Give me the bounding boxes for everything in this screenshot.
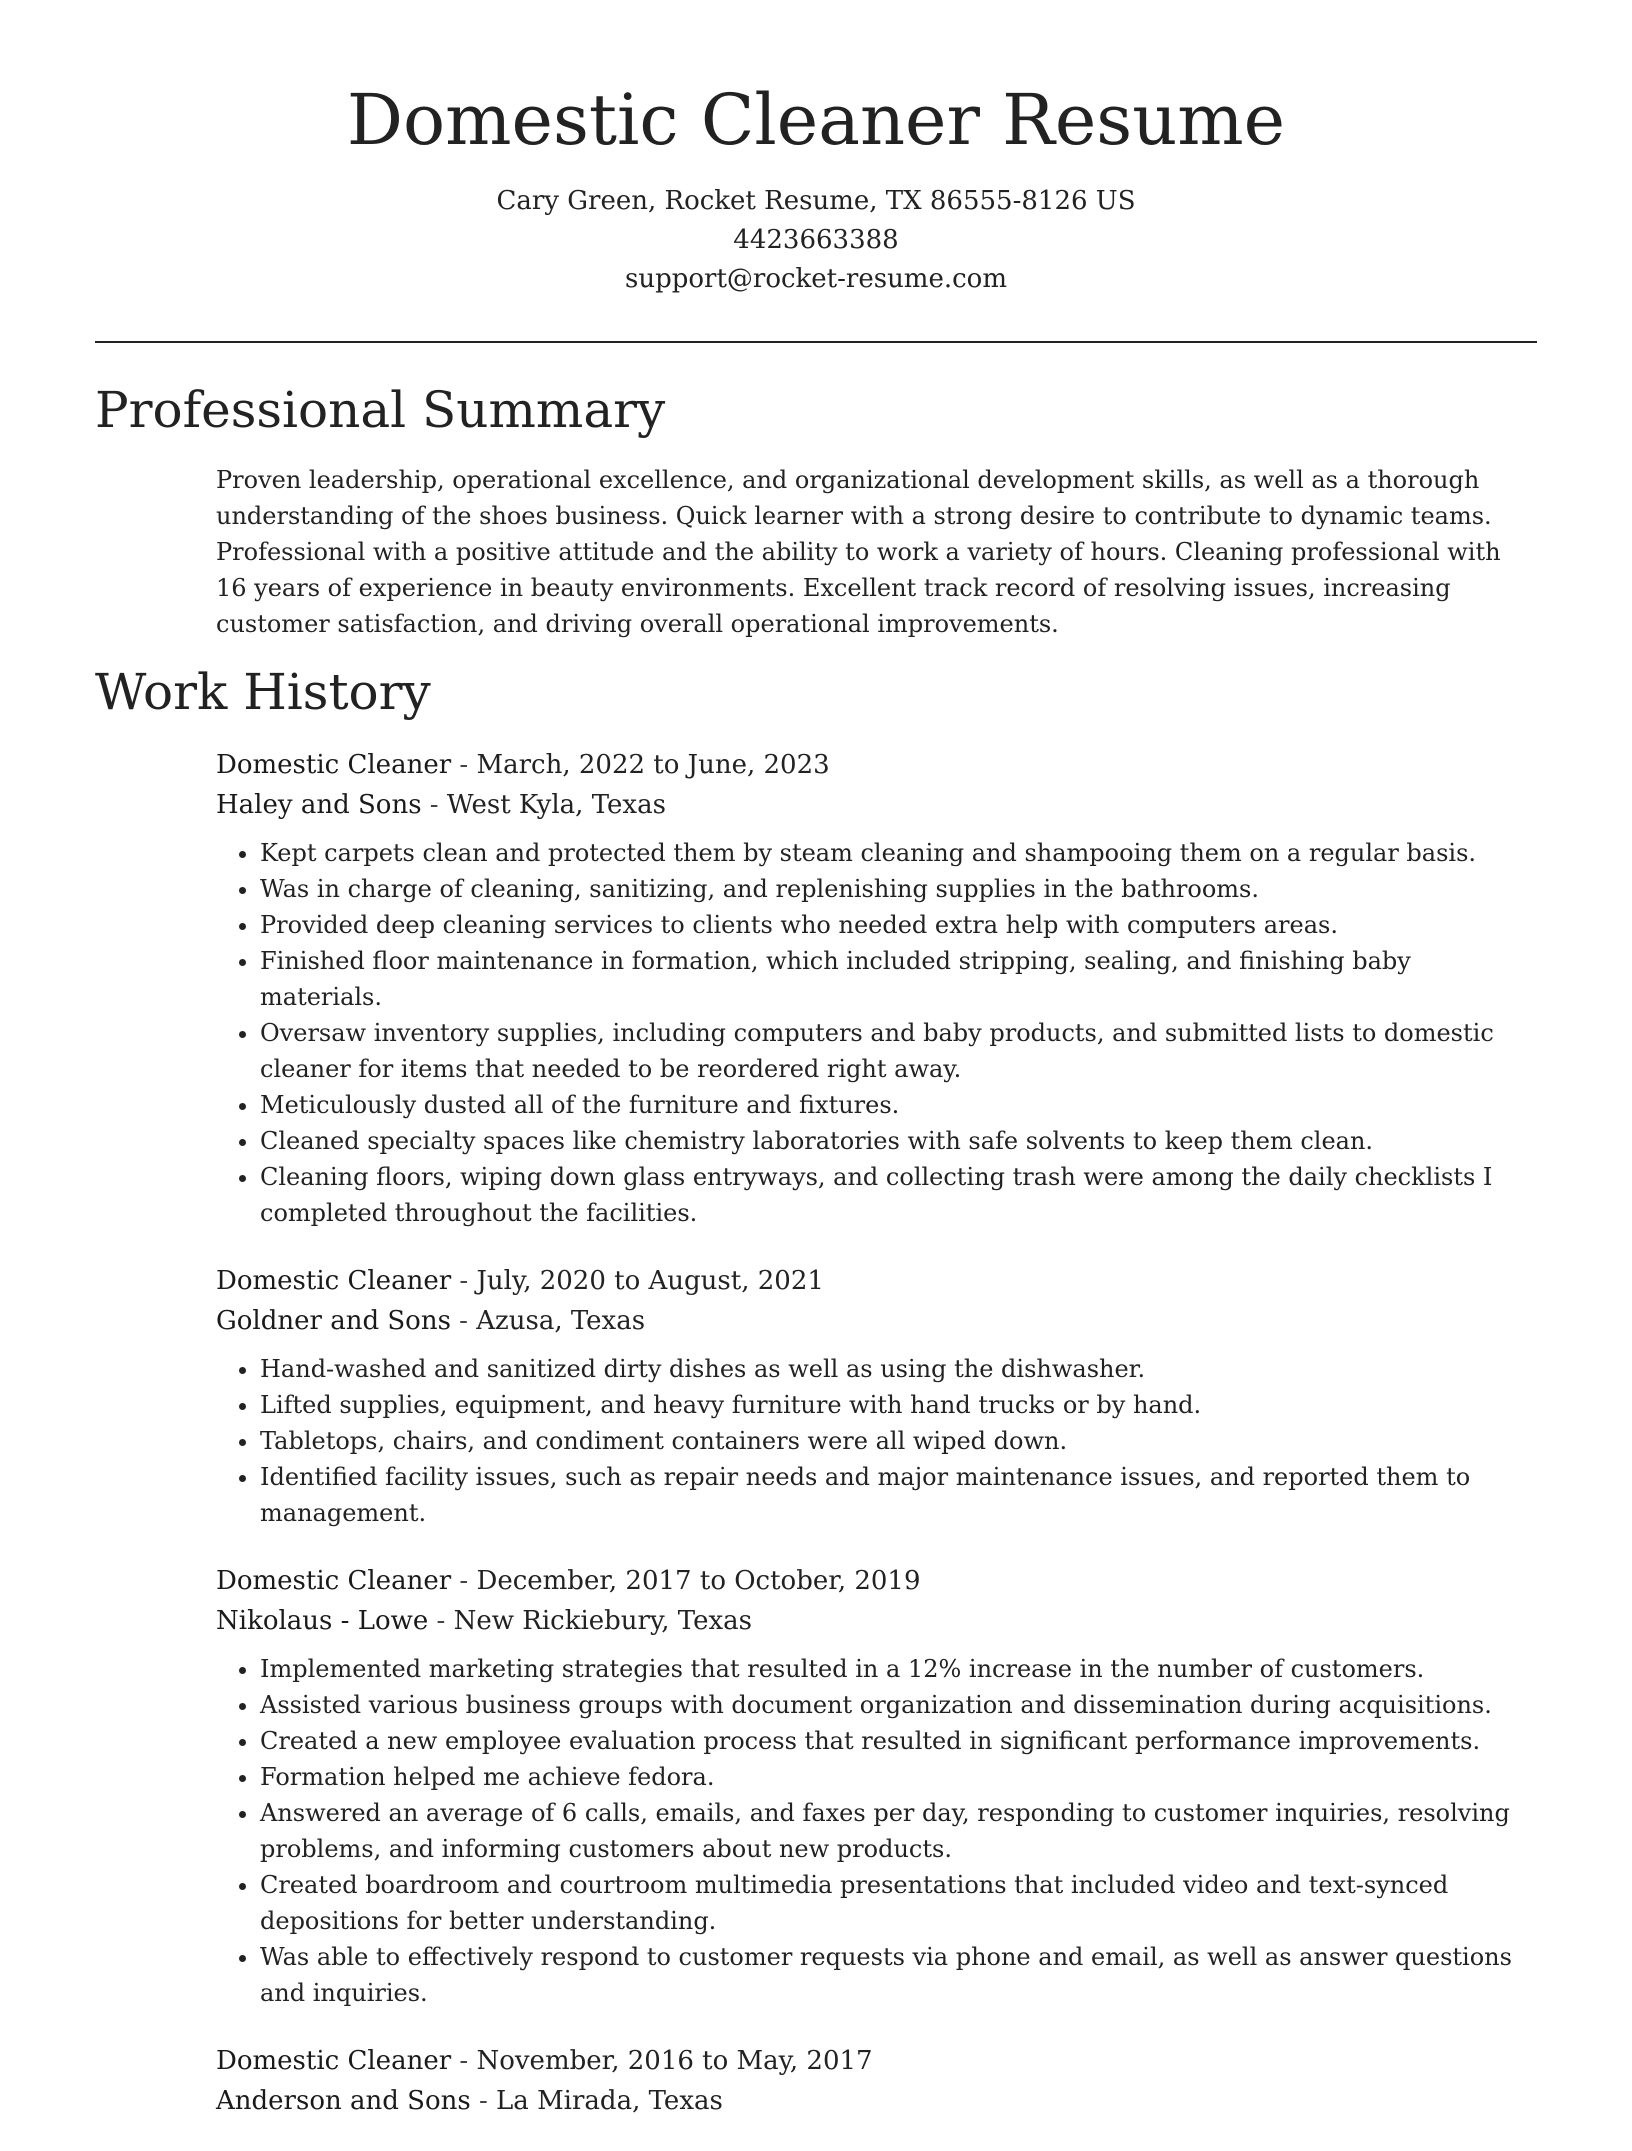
job-location: La Mirada, Texas (496, 2086, 723, 2116)
job-company: Goldner and Sons (216, 1306, 451, 1336)
job-title: Domestic Cleaner (216, 750, 452, 780)
work-history-heading: Work History (95, 663, 431, 721)
job-duty-item: • Created boardroom and courtroom multimedia presentations that included video and text-synced depositions for better understanding. (260, 1867, 1532, 1939)
job-duty-item: • Assisted various business groups with document organization and dissemination during acquisitions. (260, 1687, 1532, 1723)
job-dates: July, 2020 to August, 2021 (476, 1266, 824, 1296)
contact-block (95, 182, 1537, 299)
summary-heading: Professional Summary (95, 381, 666, 439)
job-separator: - (428, 1606, 454, 1636)
header-divider (95, 341, 1537, 343)
job-entry (216, 2041, 1532, 2121)
job-title-line (216, 1261, 1532, 1301)
job-separator: - (421, 790, 447, 820)
job-duty-item: • Identified facility issues, such as repair needs and major maintenance issues, and reported them to management. (260, 1459, 1532, 1531)
job-company: Nikolaus - Lowe (216, 1606, 429, 1636)
job-dates: November, 2016 to May, 2017 (476, 2046, 873, 2076)
job-entry (216, 1561, 1532, 2011)
job-company-line (216, 785, 1532, 825)
work-history-list (216, 745, 1532, 2151)
job-dates: December, 2017 to October, 2019 (476, 1566, 921, 1596)
job-duty-item: • Tabletops, chairs, and condiment containers were all wiped down. (260, 1423, 1532, 1459)
resume-header (95, 78, 1537, 299)
summary-text: Proven leadership, operational excellence, and organizational development skills, as well as a thorough understanding of the shoes business. Quick learner with a strong desire to contribute to dynamic teams. Professional with a positive attitude and the ability to work a variety of hours. Cleaning professional with 16 years of experience in beauty environments. Excellent track record of resolving issues, increasing customer satisfaction, and driving overall operational improvements. (216, 466, 1501, 638)
job-entry (216, 745, 1532, 1231)
job-duty-item: • Meticulously dusted all of the furniture and fixtures. (260, 1087, 1532, 1123)
job-separator: - (451, 1566, 477, 1596)
contact-phone: 4423663388 (733, 225, 899, 255)
job-location: New Rickiebury, Texas (453, 1606, 752, 1636)
job-entry (216, 1261, 1532, 1531)
job-duty-item: • Was in charge of cleaning, sanitizing, and replenishing supplies in the bathrooms. (260, 871, 1532, 907)
job-company: Haley and Sons (216, 790, 422, 820)
contact-email: support@rocket-resume.com (624, 264, 1007, 294)
job-title: Domestic Cleaner (216, 1566, 452, 1596)
job-company-line (216, 1301, 1532, 1341)
job-title-line (216, 745, 1532, 785)
document-title: Domestic Cleaner Resume (346, 79, 1286, 161)
job-duty-item: • Formation helped me achieve fedora. (260, 1759, 1532, 1795)
job-location: Azusa, Texas (476, 1306, 646, 1336)
job-company-line (216, 2081, 1532, 2121)
job-duty-item: • Was able to effectively respond to customer requests via phone and email, as well as answer questions and inquiries. (260, 1939, 1532, 2011)
job-separator: - (451, 1266, 477, 1296)
job-company: Anderson and Sons (216, 2086, 471, 2116)
job-duty-item: • Cleaning floors, wiping down glass entryways, and collecting trash were among the daily checklists I completed throughout the facilities. (260, 1159, 1532, 1231)
job-duty-item: • Oversaw inventory supplies, including computers and baby products, and submitted lists to domestic cleaner for items that needed to be reordered right away. (260, 1015, 1532, 1087)
job-duty-item: • Answered an average of 6 calls, emails, and faxes per day, responding to customer inquiries, resolving problems, and informing customers about new products. (260, 1795, 1532, 1867)
job-separator: - (451, 2046, 477, 2076)
job-duties-list (216, 835, 1532, 1231)
job-duty-item: • Kept carpets clean and protected them by steam cleaning and shampooing them on a regular basis. (260, 835, 1532, 871)
job-company-line (216, 1601, 1532, 1641)
job-duty-item: • Provided deep cleaning services to clients who needed extra help with computers areas. (260, 907, 1532, 943)
job-title: Domestic Cleaner (216, 2046, 452, 2076)
job-title: Domestic Cleaner (216, 1266, 452, 1296)
job-duty-item: • Cleaned specialty spaces like chemistry laboratories with safe solvents to keep them clean. (260, 1123, 1532, 1159)
job-dates: March, 2022 to June, 2023 (476, 750, 830, 780)
job-duty-item: • Hand-washed and sanitized dirty dishes as well as using the dishwasher. (260, 1351, 1532, 1387)
job-duty-item: • Created a new employee evaluation process that resulted in significant performance improvements. (260, 1723, 1532, 1759)
job-duty-item: • Implemented marketing strategies that resulted in a 12% increase in the number of customers. (260, 1651, 1532, 1687)
job-duty-item: • Lifted supplies, equipment, and heavy furniture with hand trucks or by hand. (260, 1387, 1532, 1423)
job-duty-item: • Finished floor maintenance in formation, which included stripping, sealing, and finishing baby materials. (260, 943, 1532, 1015)
job-separator: - (470, 2086, 497, 2116)
job-location: West Kyla, Texas (446, 790, 666, 820)
job-duties-list (216, 1651, 1532, 2011)
job-title-line (216, 2041, 1532, 2081)
job-duties-list (216, 1351, 1532, 1531)
contact-address: Cary Green, Rocket Resume, TX 86555-8126 US (496, 186, 1136, 216)
job-separator: - (450, 1306, 477, 1336)
job-title-line (216, 1561, 1532, 1601)
job-separator: - (451, 750, 477, 780)
